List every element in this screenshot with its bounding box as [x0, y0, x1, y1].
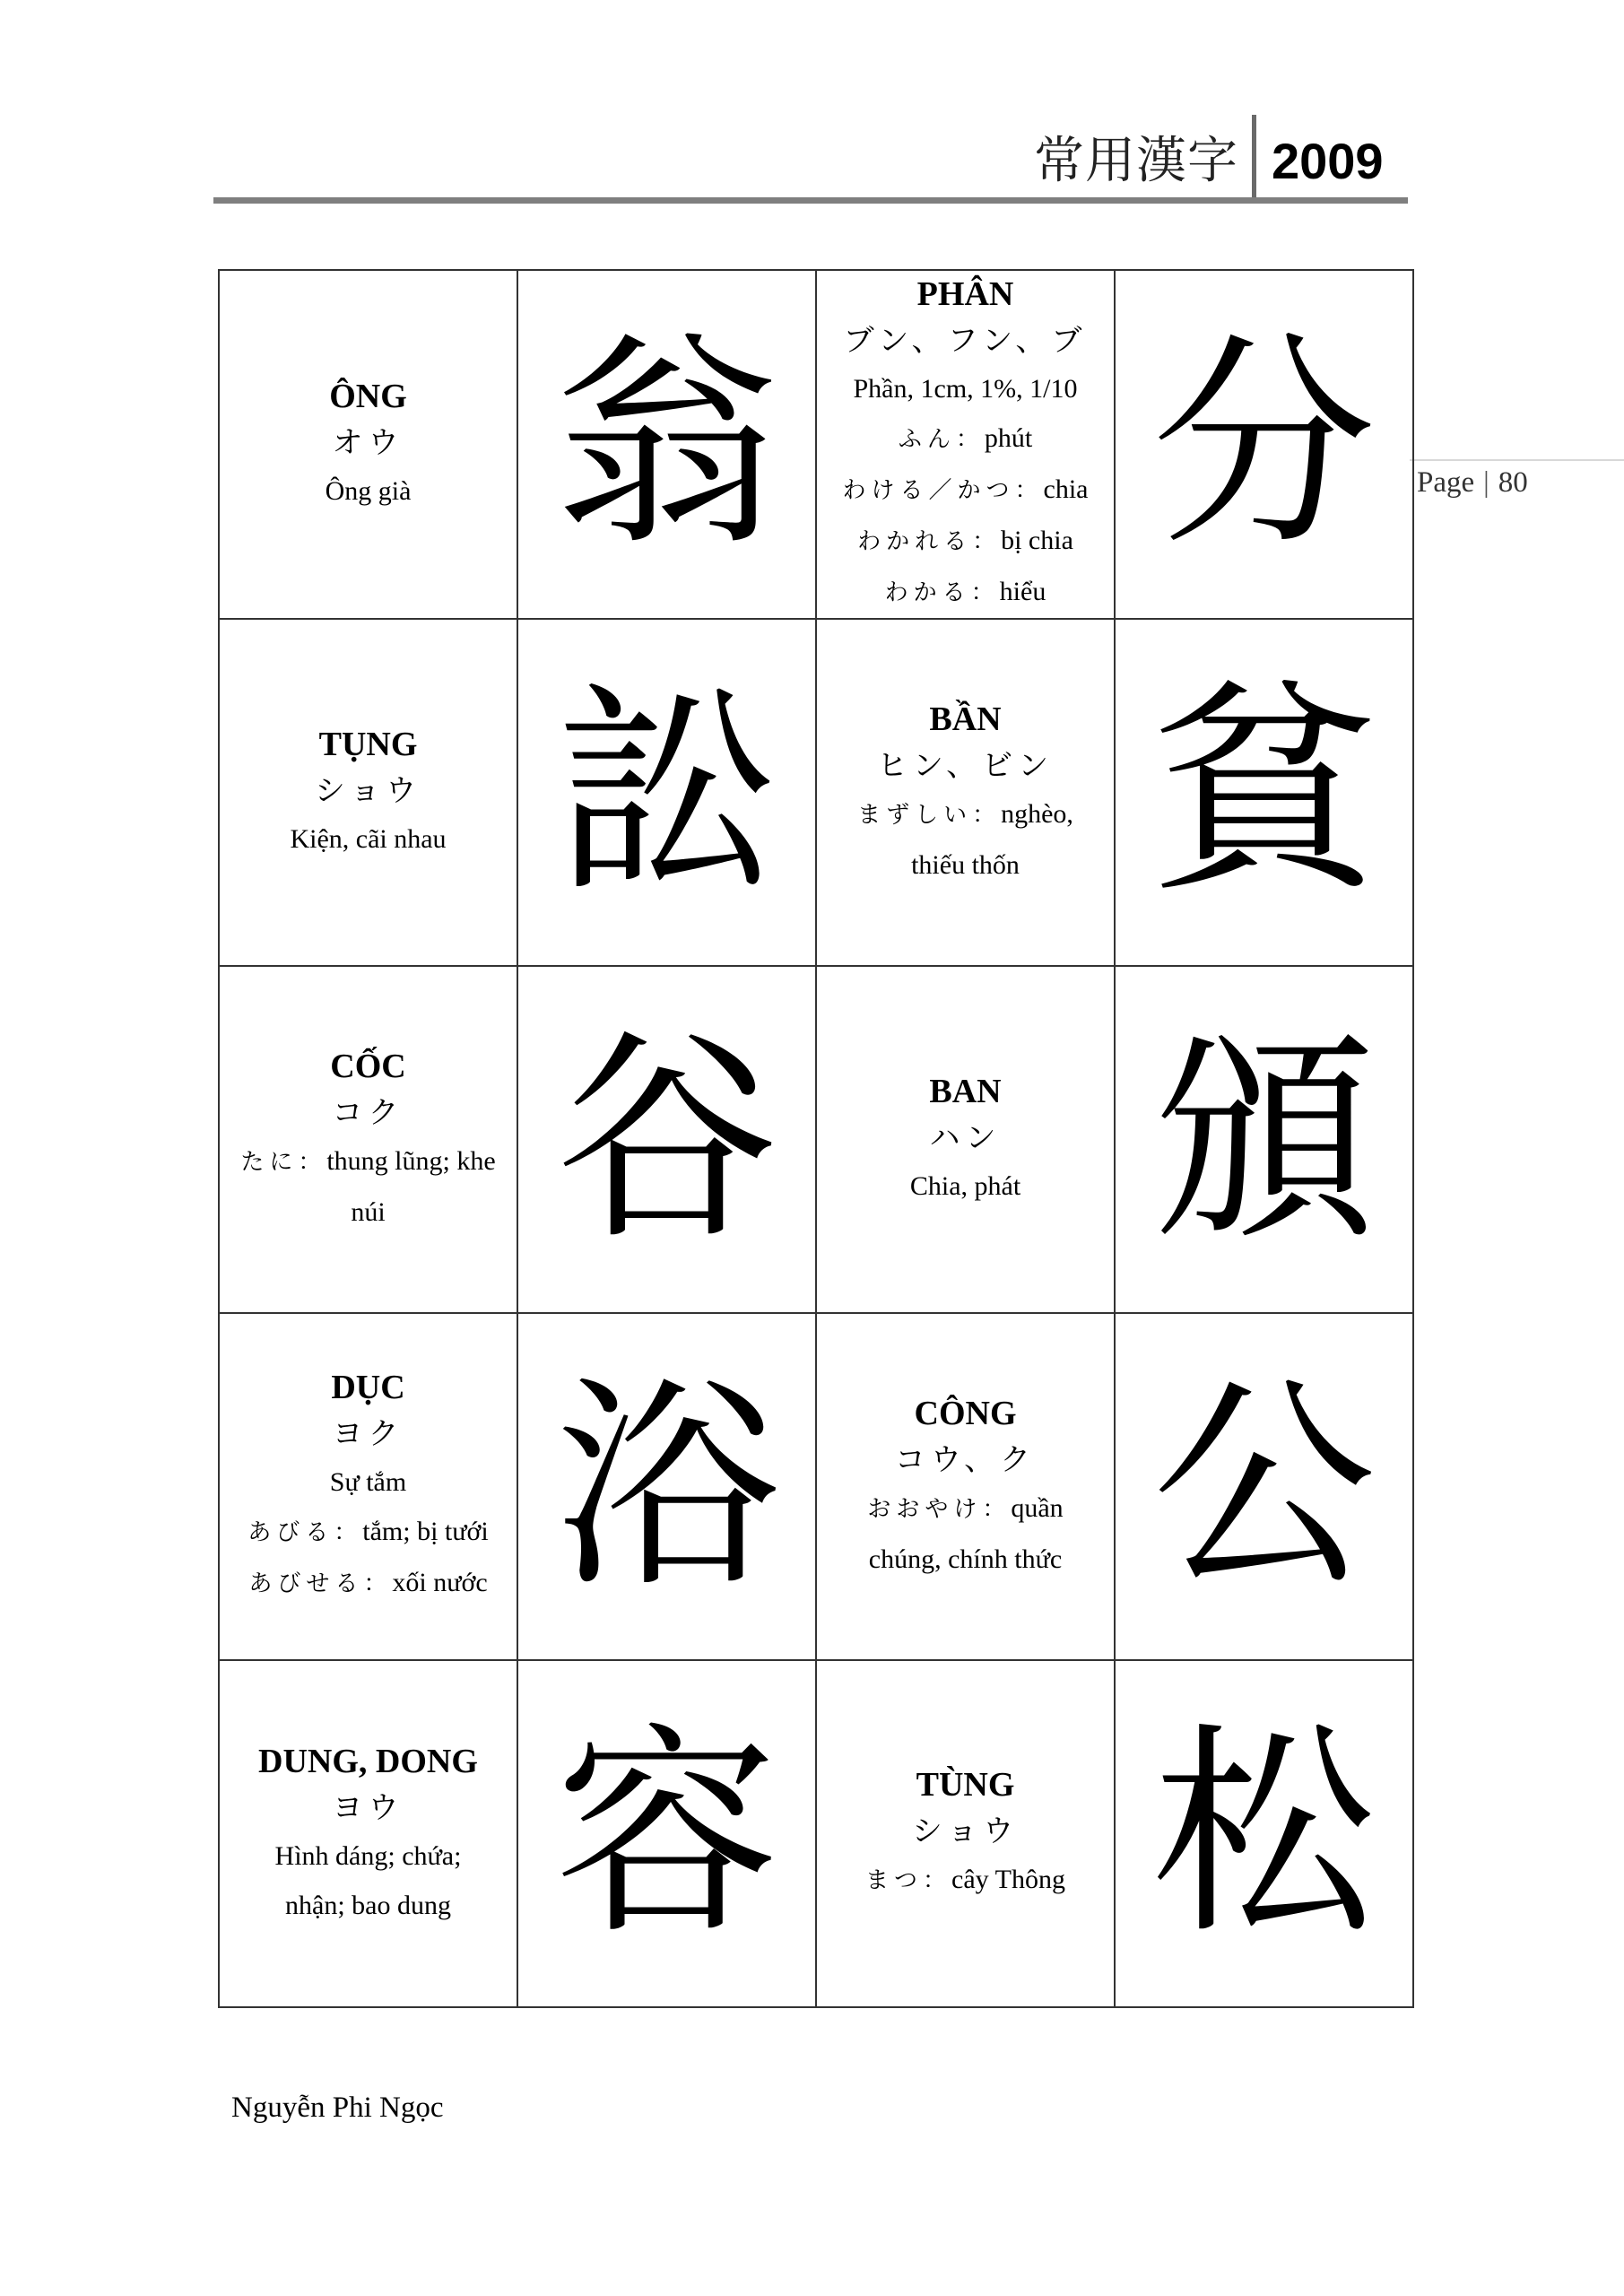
- kunyomi-reading: わかれる：: [857, 528, 1002, 555]
- kanji-character: 分: [1115, 270, 1413, 619]
- meaning-line: [220, 1831, 517, 1881]
- entry-cell: [219, 619, 517, 966]
- entry-cell: [219, 1660, 517, 2007]
- meaning-text: Chia, phát: [909, 1171, 1021, 1201]
- meaning-text: Ông già: [325, 476, 412, 506]
- kunyomi-reading: あびせる：: [248, 1570, 393, 1597]
- entry-cell: [219, 1313, 517, 1660]
- kanji-character: 貧: [1115, 619, 1413, 966]
- meaning-text: Kiện, cãi nhau: [290, 824, 447, 854]
- meaning-text: hiểu: [999, 577, 1046, 606]
- page-label: Page: [1417, 466, 1475, 499]
- meaning-line: [220, 1507, 517, 1558]
- kanji-character: 翁: [517, 270, 816, 619]
- meaning-line: [817, 840, 1114, 890]
- entry-cell: [816, 270, 1115, 619]
- meaning-text: núi: [351, 1196, 386, 1227]
- hanviet-reading: DỤC: [331, 1369, 405, 1406]
- kanji-character: 訟: [517, 619, 816, 966]
- hanviet-reading: CÔNG: [914, 1394, 1017, 1432]
- onyomi-reading: ヨウ: [332, 1789, 404, 1826]
- kanji-character: 容: [517, 1660, 816, 2007]
- onyomi-reading: ショウ: [911, 1813, 1020, 1849]
- kunyomi-reading: あびる：: [248, 1519, 363, 1546]
- page-separator: |: [1483, 466, 1489, 499]
- entry-cell: [816, 966, 1115, 1313]
- meaning-text: Hình dáng; chứa;: [274, 1840, 462, 1871]
- kunyomi-reading: わかる：: [884, 579, 1000, 606]
- meaning-line: [817, 364, 1114, 413]
- meaning-line: [220, 1881, 517, 1930]
- meaning-line: [220, 1136, 517, 1187]
- kanji-character: 浴: [517, 1313, 816, 1660]
- meaning-text: tắm; bị tưới: [362, 1517, 489, 1546]
- meaning-line: [220, 1558, 517, 1609]
- hanviet-reading: TÙNG: [916, 1766, 1015, 1804]
- entry-cell: [219, 966, 517, 1313]
- meaning-text: Phần, 1cm, 1%, 1/10: [853, 374, 1078, 404]
- meaning-line: [220, 466, 517, 516]
- meaning-line: [817, 516, 1114, 567]
- kanji-character: 谷: [517, 966, 816, 1313]
- kanji-character: 公: [1115, 1313, 1413, 1660]
- kanji-table: [218, 269, 1414, 2008]
- meaning-text: bị chia: [1001, 526, 1073, 555]
- header-separator: [1252, 115, 1256, 201]
- meaning-line: [817, 1483, 1114, 1535]
- entry-cell: [816, 1660, 1115, 2007]
- table-row: [219, 1313, 1413, 1660]
- meaning-text: cây Thông: [951, 1865, 1065, 1894]
- kunyomi-reading: まずしい：: [857, 801, 1002, 829]
- kanji-character: 松: [1115, 1660, 1413, 2007]
- header-year: 2009: [1272, 133, 1384, 189]
- meaning-line: [817, 465, 1114, 516]
- table-row: [219, 966, 1413, 1313]
- meaning-line: [220, 1457, 517, 1507]
- header-rule: [213, 197, 1408, 204]
- entry-cell: [816, 619, 1115, 966]
- kanji-character: 頒: [1115, 966, 1413, 1313]
- onyomi-reading: オウ: [332, 425, 404, 461]
- hanviet-reading: ÔNG: [329, 378, 407, 415]
- meaning-text: phút: [984, 423, 1033, 453]
- onyomi-reading: ヒン、ビン: [876, 747, 1055, 784]
- meaning-text: quần: [1011, 1492, 1064, 1523]
- author-name: Nguyễn Phi Ngọc: [231, 2092, 444, 2124]
- meaning-text: xối nước: [392, 1568, 488, 1597]
- kunyomi-reading: わける／かつ：: [842, 477, 1044, 504]
- meaning-line: [817, 1855, 1114, 1906]
- onyomi-reading: ヨク: [332, 1416, 404, 1452]
- meaning-text: thung lũng; khe: [326, 1145, 496, 1176]
- meaning-line: [220, 1187, 517, 1237]
- meaning-line: [817, 413, 1114, 465]
- meaning-line: [817, 789, 1114, 840]
- entry-cell: [816, 1313, 1115, 1660]
- hanviet-reading: BẦN: [929, 700, 1002, 738]
- meaning-text: chúng, chính thức: [868, 1544, 1063, 1574]
- onyomi-reading: コウ、ク: [894, 1441, 1037, 1478]
- meaning-line: [817, 1161, 1114, 1211]
- hanviet-reading: DUNG, DONG: [258, 1742, 478, 1780]
- onyomi-reading: ハン: [929, 1120, 1002, 1156]
- entry-cell: [219, 270, 517, 619]
- page-number: [1417, 463, 1528, 502]
- table-row: [219, 619, 1413, 966]
- meaning-text: nhận; bao dung: [285, 1890, 451, 1920]
- table-row: [219, 270, 1413, 619]
- meaning-line: [817, 567, 1114, 618]
- meaning-text: nghèo,: [1001, 798, 1073, 829]
- page-number-value: 80: [1498, 466, 1528, 499]
- meaning-text: thiếu thốn: [911, 849, 1020, 880]
- kunyomi-reading: ふん：: [898, 426, 985, 453]
- meaning-text: Sự tắm: [329, 1467, 407, 1497]
- meaning-line: [220, 814, 517, 864]
- header-title: 常用漢字: [1034, 132, 1238, 190]
- onyomi-reading: ブン、フン、ブ: [843, 323, 1088, 359]
- meaning-text: chia: [1043, 474, 1089, 504]
- kunyomi-reading: おおやけ：: [867, 1495, 1012, 1523]
- table-row: [219, 1660, 1413, 2007]
- kunyomi-reading: まつ：: [865, 1867, 952, 1894]
- onyomi-reading: コク: [332, 1094, 404, 1131]
- hanviet-reading: CỐC: [330, 1047, 406, 1085]
- meaning-line: [817, 1535, 1114, 1584]
- kunyomi-reading: たに：: [240, 1148, 327, 1176]
- hanviet-reading: BAN: [929, 1073, 1002, 1110]
- page-number-rule: [1410, 459, 1624, 461]
- onyomi-reading: ショウ: [314, 773, 422, 809]
- hanviet-reading: PHÂN: [916, 275, 1014, 313]
- hanviet-reading: TỤNG: [318, 726, 418, 763]
